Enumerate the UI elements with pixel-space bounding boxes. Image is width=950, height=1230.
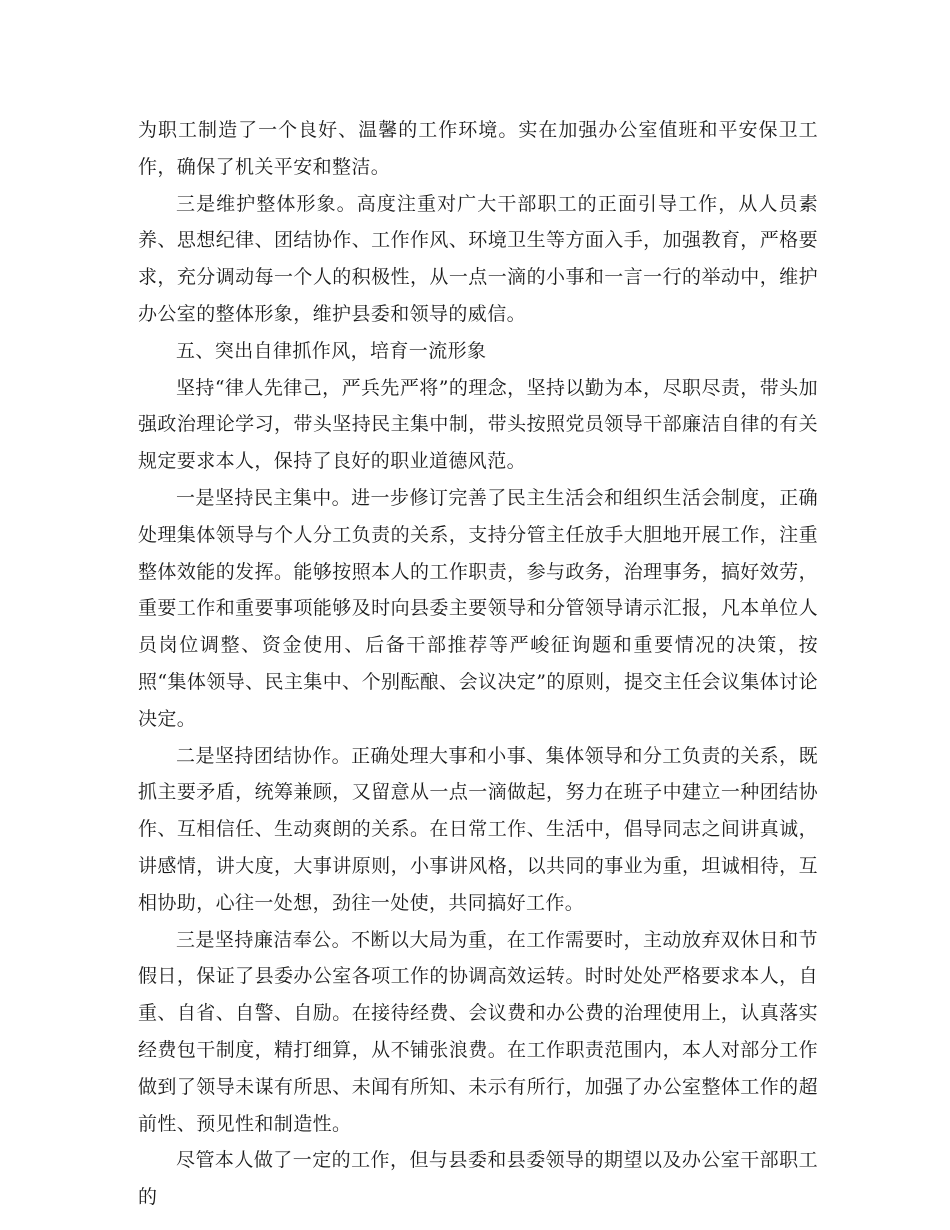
document-body xyxy=(138,112,818,1216)
paragraph-8: 尽管本人做了一定的工作，但与县委和县委领导的期望以及办公室干部职工的 xyxy=(138,1149,818,1209)
paragraph-1: 为职工制造了一个良好、温馨的工作环境。实在加强办公室值班和平安保卫工作，确保了机关平安和整洁。 xyxy=(138,119,818,178)
paragraph-6: 二是坚持团结协作。正确处理大事和小事、集体领导和分工负责的关系，既抓主要矛盾，统筹兼顾，又留意从一点一滴做起，努力在班子中建立一种团结协作、互相信任、生动爽朗的关系。在日常工作、生活中，倡导同志之间讲真诚，讲感情，讲大度，大事讲原则，小事讲风格，以共同的事业为重，坦诚相待，互相协助，心往一处想，劲往一处使，共同搞好工作。 xyxy=(138,744,818,914)
paragraph-2: 三是维护整体形象。高度注重对广大干部职工的正面引导工作，从人员素养、思想纪律、团结协作、工作作风、环境卫生等方面入手，加强教育，严格要求，充分调动每一个人的积极性，从一点一滴的小事和一言一行的举动中，维护办公室的整体形象，维护县委和领导的威信。 xyxy=(138,192,818,325)
paragraph-7: 三是坚持廉洁奉公。不断以大局为重，在工作需要时，主动放弃双休日和节假日，保证了县委办公室各项工作的协调高效运转。时时处处严格要求本人，自重、自省、自警、自励。在接待经费、会议费和办公费的治理使用上，认真落实经费包干制度，精打细算，从不铺张浪费。在工作职责范围内，本人对部分工作做到了领导未谋有所思、未闻有所知、未示有所行，加强了办公室整体工作的超前性、预见性和制造性。 xyxy=(138,928,818,1135)
paragraph-4: 坚持“律人先律己，严兵先严将”的理念，坚持以勤为本，尽职尽责，带头加强政治理论学习，带头坚持民主集中制，带头按照党员领导干部廉洁自律的有关规定要求本人，保持了良好的职业道德风范。 xyxy=(138,376,818,473)
section-heading: 五、突出自律抓作风，培育一流形象 xyxy=(176,339,487,362)
paragraph-5: 一是坚持民主集中。进一步修订完善了民主生活会和组织生活会制度，正确处理集体领导与个人分工负责的关系，支持分管主任放手大胆地开展工作，注重整体效能的发挥。能够按照本人的工作职责，参与政务，治理事务，搞好效劳，重要工作和重要事项能够及时向县委主要领导和分管领导请示汇报，凡本单位人员岗位调整、资金使用、后备干部推荐等严峻征询题和重要情况的决策，按照“集体领导、民主集中、个别酝酿、会议决定”的原则，提交主任会议集体讨论决定。 xyxy=(138,486,818,730)
